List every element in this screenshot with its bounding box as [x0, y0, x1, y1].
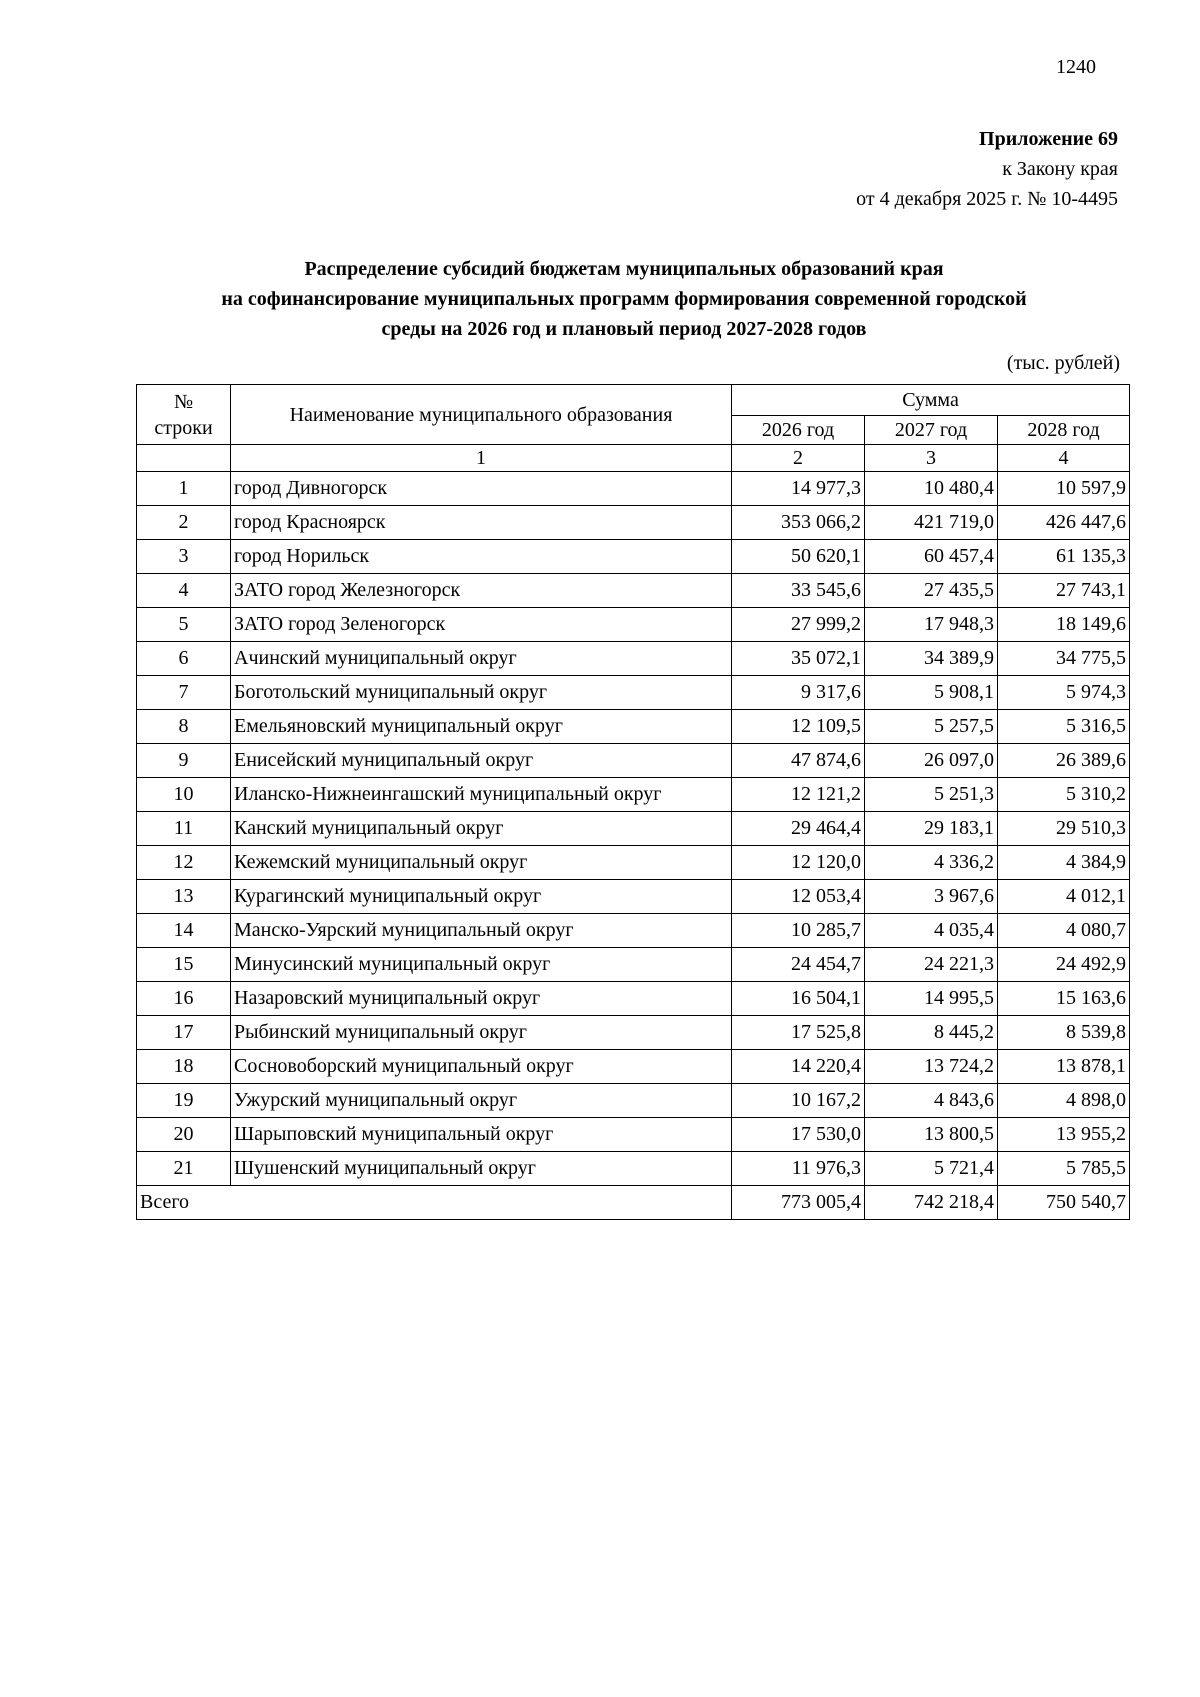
- total-row: [137, 1186, 1130, 1220]
- municipality-name: Енисейский муниципальный округ: [231, 744, 732, 778]
- table-row: [137, 642, 1130, 676]
- value-2028: 29 510,3: [998, 812, 1130, 846]
- column-number-empty: [137, 445, 231, 472]
- total-label: Всего: [137, 1186, 732, 1220]
- value-2028: 26 389,6: [998, 744, 1130, 778]
- table-row: [137, 540, 1130, 574]
- value-2027: 34 389,9: [865, 642, 998, 676]
- header-year-2026: 2026 год: [732, 416, 865, 445]
- value-2026: 10 285,7: [732, 914, 865, 948]
- value-2026: 27 999,2: [732, 608, 865, 642]
- table-row: [137, 778, 1130, 812]
- municipality-name: город Норильск: [231, 540, 732, 574]
- row-number: 14: [137, 914, 231, 948]
- value-2028: 18 149,6: [998, 608, 1130, 642]
- value-2028: 5 974,3: [998, 676, 1130, 710]
- value-2026: 10 167,2: [732, 1084, 865, 1118]
- header-row-word: строки: [154, 416, 213, 439]
- value-2027: 26 097,0: [865, 744, 998, 778]
- row-number: 19: [137, 1084, 231, 1118]
- value-2027: 24 221,3: [865, 948, 998, 982]
- table-row: [137, 1084, 1130, 1118]
- municipality-name: Кежемский муниципальный округ: [231, 846, 732, 880]
- value-2027: 60 457,4: [865, 540, 998, 574]
- table-row: [137, 1118, 1130, 1152]
- municipality-name: Минусинский муниципальный округ: [231, 948, 732, 982]
- value-2027: 5 721,4: [865, 1152, 998, 1186]
- value-2026: 14 220,4: [732, 1050, 865, 1084]
- value-2026: 12 121,2: [732, 778, 865, 812]
- value-2027: 4 843,6: [865, 1084, 998, 1118]
- table-row: [137, 472, 1130, 506]
- municipality-name: Манско-Уярский муниципальный округ: [231, 914, 732, 948]
- total-2027: 742 218,4: [865, 1186, 998, 1220]
- table-row: [137, 914, 1130, 948]
- municipality-name: Шарыповский муниципальный округ: [231, 1118, 732, 1152]
- value-2027: 3 967,6: [865, 880, 998, 914]
- value-2027: 29 183,1: [865, 812, 998, 846]
- table-row: [137, 846, 1130, 880]
- table-row: [137, 1152, 1130, 1186]
- value-2027: 5 257,5: [865, 710, 998, 744]
- value-2028: 5 316,5: [998, 710, 1130, 744]
- value-2026: 17 525,8: [732, 1016, 865, 1050]
- municipality-name: ЗАТО город Зеленогорск: [231, 608, 732, 642]
- title-line-3: среды на 2026 год и плановый период 2027-2028 годов: [381, 318, 867, 340]
- value-2028: 4 384,9: [998, 846, 1130, 880]
- table-row: [137, 574, 1130, 608]
- value-2028: 4 080,7: [998, 914, 1130, 948]
- header-year-2027: 2027 год: [865, 416, 998, 445]
- table-row: [137, 1016, 1130, 1050]
- value-2026: 9 317,6: [732, 676, 865, 710]
- title-line-1: Распределение субсидий бюджетам муниципальных образований края: [304, 258, 944, 280]
- table-row: [137, 676, 1130, 710]
- value-2026: 12 120,0: [732, 846, 865, 880]
- value-2026: 29 464,4: [732, 812, 865, 846]
- value-2028: 13 955,2: [998, 1118, 1130, 1152]
- row-number: 16: [137, 982, 231, 1016]
- row-number: 7: [137, 676, 231, 710]
- value-2026: 33 545,6: [732, 574, 865, 608]
- value-2028: 27 743,1: [998, 574, 1130, 608]
- row-number: 10: [137, 778, 231, 812]
- municipality-name: Шушенский муниципальный округ: [231, 1152, 732, 1186]
- value-2026: 50 620,1: [732, 540, 865, 574]
- row-number: 12: [137, 846, 231, 880]
- value-2027: 13 724,2: [865, 1050, 998, 1084]
- table-row: [137, 506, 1130, 540]
- value-2028: 34 775,5: [998, 642, 1130, 676]
- row-number: 11: [137, 812, 231, 846]
- row-number: 17: [137, 1016, 231, 1050]
- row-number: 9: [137, 744, 231, 778]
- value-2027: 10 480,4: [865, 472, 998, 506]
- value-2027: 14 995,5: [865, 982, 998, 1016]
- value-2026: 47 874,6: [732, 744, 865, 778]
- row-number: 18: [137, 1050, 231, 1084]
- value-2026: 353 066,2: [732, 506, 865, 540]
- value-2028: 4 012,1: [998, 880, 1130, 914]
- value-2026: 16 504,1: [732, 982, 865, 1016]
- appendix-law-line: к Закону края: [1002, 158, 1118, 180]
- table-row: [137, 812, 1130, 846]
- header-sum: Сумма: [732, 385, 1130, 416]
- subsidy-table: [136, 384, 1130, 1220]
- municipality-name: Сосновоборский муниципальный округ: [231, 1050, 732, 1084]
- value-2026: 24 454,7: [732, 948, 865, 982]
- appendix-reference: [856, 124, 1118, 214]
- document-title: [126, 254, 1122, 344]
- row-number: 5: [137, 608, 231, 642]
- row-number: 21: [137, 1152, 231, 1186]
- value-2028: 24 492,9: [998, 948, 1130, 982]
- municipality-name: Ужурский муниципальный округ: [231, 1084, 732, 1118]
- value-2027: 17 948,3: [865, 608, 998, 642]
- value-2026: 11 976,3: [732, 1152, 865, 1186]
- municipality-name: Боготольский муниципальный округ: [231, 676, 732, 710]
- table-row: [137, 744, 1130, 778]
- table-row: [137, 880, 1130, 914]
- table-body: [137, 472, 1130, 1186]
- row-number: 4: [137, 574, 231, 608]
- municipality-name: Канский муниципальный округ: [231, 812, 732, 846]
- table-row: [137, 1050, 1130, 1084]
- municipality-name: Ачинский муниципальный округ: [231, 642, 732, 676]
- header-name: Наименование муниципального образования: [231, 385, 732, 445]
- column-number-2: 2: [732, 445, 865, 472]
- municipality-name: ЗАТО город Железногорск: [231, 574, 732, 608]
- page-number: 1240: [1056, 56, 1096, 78]
- value-2026: 12 109,5: [732, 710, 865, 744]
- table-row: [137, 948, 1130, 982]
- municipality-name: Емельяновский муниципальный округ: [231, 710, 732, 744]
- row-number: 20: [137, 1118, 231, 1152]
- municipality-name: Назаровский муниципальный округ: [231, 982, 732, 1016]
- title-line-2: на софинансирование муниципальных программ формирования современной городской: [221, 288, 1027, 310]
- value-2027: 5 908,1: [865, 676, 998, 710]
- municipality-name: Рыбинский муниципальный округ: [231, 1016, 732, 1050]
- value-2028: 5 310,2: [998, 778, 1130, 812]
- row-number: 2: [137, 506, 231, 540]
- header-year-2028: 2028 год: [998, 416, 1130, 445]
- value-2027: 4 336,2: [865, 846, 998, 880]
- municipality-name: город Красноярск: [231, 506, 732, 540]
- units-label: (тыс. рублей): [1006, 352, 1120, 374]
- column-number-3: 3: [865, 445, 998, 472]
- value-2028: 5 785,5: [998, 1152, 1130, 1186]
- total-2028: 750 540,7: [998, 1186, 1130, 1220]
- value-2027: 4 035,4: [865, 914, 998, 948]
- row-number: 8: [137, 710, 231, 744]
- municipality-name: город Дивногорск: [231, 472, 732, 506]
- value-2028: 15 163,6: [998, 982, 1130, 1016]
- value-2028: 8 539,8: [998, 1016, 1130, 1050]
- municipality-name: Иланско-Нижнеингашский муниципальный округ: [231, 778, 732, 812]
- value-2027: 5 251,3: [865, 778, 998, 812]
- value-2026: 35 072,1: [732, 642, 865, 676]
- value-2027: 13 800,5: [865, 1118, 998, 1152]
- value-2026: 14 977,3: [732, 472, 865, 506]
- municipality-name: Курагинский муниципальный округ: [231, 880, 732, 914]
- row-number: 6: [137, 642, 231, 676]
- total-2026: 773 005,4: [732, 1186, 865, 1220]
- table-row: [137, 710, 1130, 744]
- header-row-number: [137, 385, 231, 445]
- value-2028: 4 898,0: [998, 1084, 1130, 1118]
- header-num-sign: №: [173, 390, 194, 413]
- value-2028: 13 878,1: [998, 1050, 1130, 1084]
- value-2027: 27 435,5: [865, 574, 998, 608]
- value-2027: 8 445,2: [865, 1016, 998, 1050]
- appendix-date-line: от 4 декабря 2025 г. № 10-4495: [856, 188, 1118, 210]
- row-number: 13: [137, 880, 231, 914]
- column-number-4: 4: [998, 445, 1130, 472]
- row-number: 15: [137, 948, 231, 982]
- value-2026: 17 530,0: [732, 1118, 865, 1152]
- value-2028: 61 135,3: [998, 540, 1130, 574]
- row-number: 1: [137, 472, 231, 506]
- table-row: [137, 608, 1130, 642]
- value-2026: 12 053,4: [732, 880, 865, 914]
- value-2028: 426 447,6: [998, 506, 1130, 540]
- table-row: [137, 982, 1130, 1016]
- value-2028: 10 597,9: [998, 472, 1130, 506]
- value-2027: 421 719,0: [865, 506, 998, 540]
- column-number-1: 1: [231, 445, 732, 472]
- appendix-title: Приложение 69: [979, 128, 1118, 150]
- row-number: 3: [137, 540, 231, 574]
